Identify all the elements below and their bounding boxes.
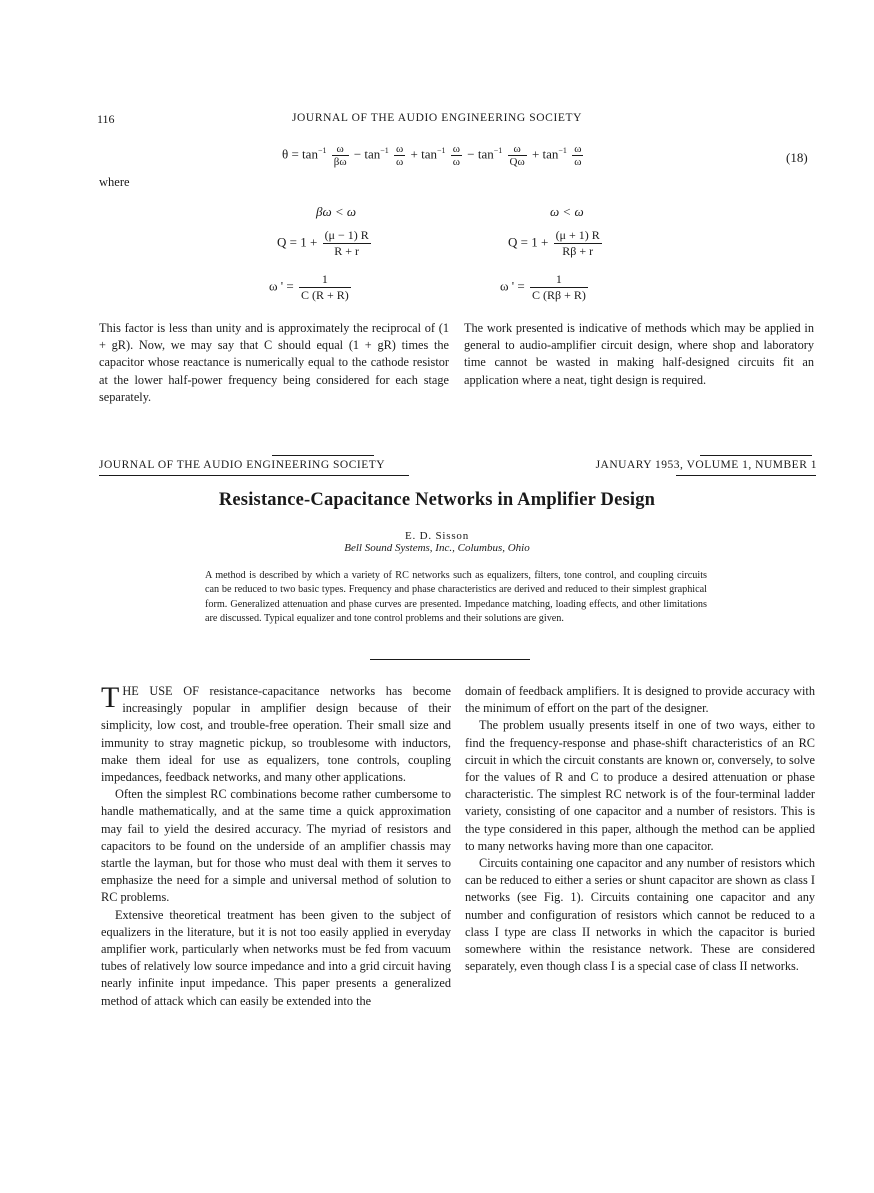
eq-term-1: $\frac{\omega}{\beta\omega}$ — [333, 143, 347, 168]
affiliation: Bell Sound Systems, Inc., Columbus, Ohio — [344, 542, 530, 554]
body-right-p3: Circuits containing one capacitor and any number of resistors which can be reduced to either a series or shunt capacitor are shown as class I networks (see Fig. 1). Circuits containing one capacitor and any number and configuration of resistors which cannot be reduced to a class I type are class II networks in which the capacitor is buried somewhere within the resistance network. These are considered separately, even though class I is a special case of class II networks. — [465, 856, 815, 974]
where-label: where — [99, 175, 130, 189]
left-condition: βω < ω — [316, 204, 357, 219]
eq-lhs: θ = tan — [282, 146, 318, 162]
eq-term-5: $\frac{\omega}{\omega}$ — [574, 143, 582, 168]
rule-short-left — [272, 455, 374, 456]
equation-number: (18) — [786, 150, 808, 165]
eq-term-3: $\frac{\omega}{\omega}$ — [452, 143, 461, 168]
top-left-paragraph: This factor is less than unity and is approximately the reciprocal of (1 + gR). Now, we may say that C should equal (1 + gR) times the capacitor whose reactance is numerically equal to the cathode resistor at the lower half-power frequency being considered for each stage separately. — [99, 321, 449, 404]
eq-term-4: $\frac{\omega}{Q\omega}$ — [509, 143, 525, 168]
right-q-formula: Q = 1 + $\frac{(\mu + 1) R}{R\beta + r}$ — [508, 228, 600, 258]
body-right-p2: The problem usually presents itself in one of two ways, either to find the frequency-response and phase-shift characteristics of an RC circuit in which the circuit constants are known or, conversely, to solve for the values of R and C to produce a desired attenuation or phase characteristic. The simplest RC network is of the four-terminal ladder variety, consisting of one capacitor and a number of resistors. This is the type considered in this paper, although the method can be applied to many networks having more than one capacitor. — [465, 718, 815, 853]
left-omega-formula: ω ' = $\frac{1}{C (R + R)}$ — [269, 272, 349, 302]
abstract: A method is described by which a variety of RC networks such as equalizers, filters, tone control, and coupling circuits can be reduced to two basic types. Frequency and phase characteristics are derived and reduced to their simplest graphical form. Generalized attenuation and phase curves are presented. Impedance matching, loading effects, and other limitations are discussed. Typical equalizer and tone control problems and their solutions are given. — [205, 570, 707, 624]
rule-under-issue — [676, 475, 816, 476]
section-divider — [370, 659, 530, 660]
body-left-column — [101, 683, 451, 1010]
body-left-p1: THE USE OF resistance-capacitance networks has become increasingly popular in amplifier design because of their simplicity, low cost, and trouble-free operation. Their small size and immunity to stray magnetic pickup, so troublesome with inductors, make them ideal for use as equalizers, tone controls, coupling impedances, feedback networks, and many other applications. — [101, 681, 451, 785]
body-left-p2: Often the simplest RC combinations become rather cumbersome to handle mathematically, and at the same time a quick approximation may fail to yield the desired accuracy. The myriad of resistors and capacitors to be found on the underside of an amplifier chassis may startle the layman, but for those who must deal with them it serves to emphasize the need for a simple and universal method of solution to RC problems. — [101, 787, 451, 905]
equation-18: $\theta = \tan^{-1}$ $\frac{\omega}{\beta\omega}$ − $\tan^{-1}$ $\frac{\omega}{\omega}$ + $\tan^{-1}$ $\frac{\omega}{\omega}$ − $\tan^{-1}$ $\frac{\omega}{Q\omega}$ + $\tan^{-1}$ $\frac{\omega}{\omega}$ — [282, 143, 582, 168]
page-number: 116 — [97, 112, 115, 126]
article-title: Resistance-Capacitance Networks in Amplifier Design — [218, 490, 656, 510]
rule-under-journal — [99, 475, 409, 476]
running-head: JOURNAL OF THE AUDIO ENGINEERING SOCIETY — [291, 112, 583, 124]
journal-name: JOURNAL OF THE AUDIO ENGINEERING SOCIETY — [99, 459, 386, 471]
right-condition: ω < ω — [550, 204, 584, 219]
rule-short-right — [700, 455, 812, 456]
author: E. D. Sisson — [405, 530, 469, 542]
issue-info: JANUARY 1953, VOLUME 1, NUMBER 1 — [595, 459, 817, 471]
right-omega-formula: ω ' = $\frac{1}{C (R\beta + R)}$ — [500, 272, 586, 302]
drop-cap: T — [101, 681, 120, 714]
eq-term-2: $\frac{\omega}{\omega}$ — [396, 143, 404, 168]
body-right-p1: domain of feedback amplifiers. It is designed to provide accuracy with the minimum of effort on the part of the designer. — [465, 684, 815, 716]
top-right-paragraph: The work presented is indicative of methods which may be applied in general to audio-amplifier circuit design, where shop and laboratory time cannot be wasted in making half-designed circuits fit an application where a neat, tight design is required. — [464, 321, 814, 387]
left-q-formula: Q = 1 + $\frac{(\mu - 1) R}{R + r}$ — [277, 228, 369, 258]
body-right-column — [465, 683, 815, 975]
body-left-p3: Extensive theoretical treatment has been given to the subject of equalizers in the literature, but it is not too easily applied in everyday amplifier work, particularly when networks must be fed from vacuum tubes of relatively low source impedance and into a grid circuit having nearly infinite input impedance. This paper presents a generalized method of attack which can easily be extended into the — [101, 907, 451, 1008]
